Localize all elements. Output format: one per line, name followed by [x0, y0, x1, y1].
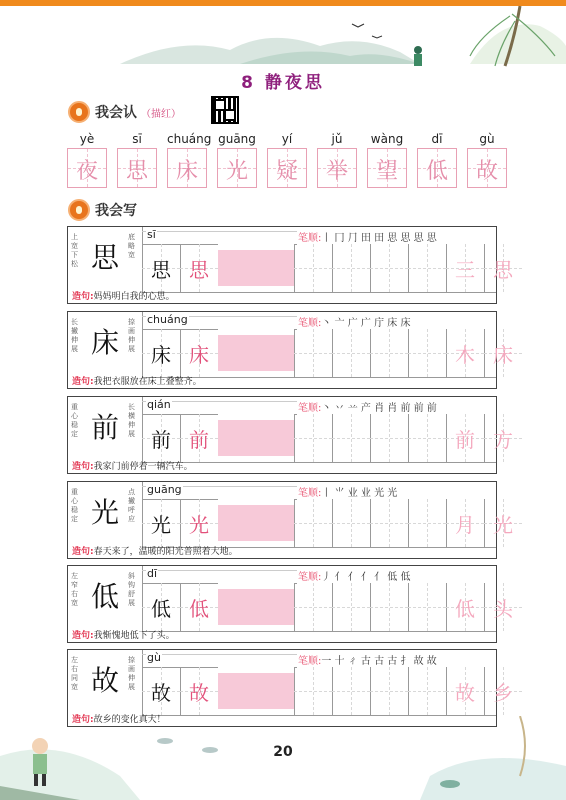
stroke-sequence: 丨 ⺌ 业 业 光 光: [321, 488, 398, 499]
copy-char: 故: [151, 681, 171, 705]
practice-cell[interactable]: [484, 583, 522, 631]
practice-cell[interactable]: [370, 244, 409, 292]
tian-grid: [317, 148, 357, 188]
riverside-illustration: [0, 716, 566, 800]
practice-cell[interactable]: [332, 667, 371, 715]
trace-char: 床: [189, 343, 209, 367]
practice-cell[interactable]: [484, 667, 522, 715]
practice-cell[interactable]: [408, 499, 447, 547]
practice-cell[interactable]: [180, 414, 219, 462]
bag-icon: [68, 199, 90, 221]
practice-cell[interactable]: [294, 414, 333, 462]
card-pinyin: guāng: [147, 483, 182, 496]
practice-cell[interactable]: [332, 329, 371, 377]
card-pinyin: gù: [147, 651, 161, 664]
writing-tip-left: 长撇伸展: [71, 318, 78, 353]
writing-tip-left: 左窄右宽: [71, 572, 78, 607]
writing-tip-left: 重心稳定: [71, 403, 78, 438]
recognize-item: [317, 132, 357, 188]
word-char: 前: [455, 428, 475, 452]
word-char: 三: [455, 258, 475, 282]
tian-grid: [417, 148, 457, 188]
model-character-box: [68, 566, 143, 631]
pinyin-row: [142, 312, 297, 330]
pinyin-lines: [142, 654, 297, 667]
trace-char: 故: [189, 681, 209, 705]
recognize-item: [367, 132, 407, 188]
stroke-label: 笔顺:: [298, 656, 322, 667]
practice-cell[interactable]: [256, 499, 295, 547]
practice-cell[interactable]: [142, 329, 181, 377]
pinyin-row: [142, 650, 297, 668]
practice-cell[interactable]: [180, 667, 219, 715]
sentence-text: 我惭愧地低下了头。: [93, 631, 175, 641]
tian-grid: [367, 148, 407, 188]
recognize-pinyin: jǔ: [331, 132, 343, 146]
stroke-sequence: 一 十 ㄔ 古 古 古 扌 故 故: [321, 656, 437, 667]
practice-cell[interactable]: [446, 329, 485, 377]
recognize-item: [417, 132, 457, 188]
model-character: 前: [86, 409, 124, 447]
practice-cell[interactable]: [256, 414, 295, 462]
card-pinyin: dī: [147, 567, 158, 580]
recognize-pinyin: sī: [132, 132, 142, 146]
copy-char: 光: [151, 513, 171, 537]
writing-card: [67, 226, 513, 304]
practice-cell[interactable]: [142, 414, 181, 462]
card-pinyin: qián: [147, 398, 171, 411]
word-char: 思: [493, 258, 513, 282]
writing-card: [67, 311, 513, 389]
stroke-order: [298, 484, 492, 499]
stroke-order: [298, 229, 492, 244]
practice-cell[interactable]: [446, 583, 485, 631]
trace-char: 低: [189, 597, 209, 621]
recognize-char: 思: [125, 159, 148, 184]
writing-tip-left: 重心稳定: [71, 488, 78, 523]
tian-grid: [117, 148, 157, 188]
practice-cell[interactable]: [332, 244, 371, 292]
practice-cell[interactable]: [294, 667, 333, 715]
word-char: 头: [493, 597, 513, 621]
recognize-pinyin: gù: [479, 132, 495, 146]
practice-cell[interactable]: [180, 244, 219, 292]
practice-cell[interactable]: [142, 583, 181, 631]
practice-cell[interactable]: [218, 667, 257, 715]
pinyin-row: [142, 397, 297, 415]
recognize-pinyin: yí: [281, 132, 293, 146]
recognize-char: 光: [225, 159, 248, 184]
recognize-item: [467, 132, 507, 188]
word-char: 木: [455, 343, 475, 367]
writing-tip-left: 上宽下松: [71, 233, 78, 268]
stroke-sequence: 丿 亻 亻 亻 亻 低 低: [321, 572, 411, 583]
practice-cell[interactable]: [142, 499, 181, 547]
stroke-sequence: 丶 亠 广 广 庁 床 床: [321, 318, 411, 329]
practice-cell[interactable]: [446, 244, 485, 292]
word-char: 故: [455, 681, 475, 705]
recognize-char: 低: [425, 159, 448, 184]
writing-tip-right: 斜钩舒展: [128, 572, 135, 607]
example-sentence: [72, 374, 202, 387]
practice-cell[interactable]: [256, 244, 295, 292]
practice-cell[interactable]: [370, 329, 409, 377]
pinyin-lines: [142, 570, 297, 583]
sentence-text: 妈妈明白我的心思。: [93, 292, 175, 302]
card-pinyin: sī: [147, 228, 156, 241]
model-character: 低: [86, 578, 124, 616]
practice-grid: [142, 329, 513, 378]
practice-cell[interactable]: [256, 667, 295, 715]
lesson-title: 8 静夜思: [241, 73, 325, 93]
practice-cell[interactable]: [218, 583, 257, 631]
practice-cell[interactable]: [332, 583, 371, 631]
section-recognize-subtitle: （描红）: [141, 108, 181, 120]
practice-cell[interactable]: [256, 329, 295, 377]
recognize-pinyin: chuáng: [167, 132, 212, 146]
tian-grid: [67, 148, 107, 188]
practice-cell[interactable]: [332, 414, 371, 462]
practice-cell[interactable]: [446, 499, 485, 547]
qr-code-icon[interactable]: [211, 96, 239, 124]
stroke-order: [298, 568, 492, 583]
stroke-label: 笔顺:: [298, 572, 322, 583]
stroke-sequence: 丨 冂 ⺆ 田 田 思 思 思 思: [321, 233, 437, 244]
practice-cell[interactable]: [408, 329, 447, 377]
sentence-label: 造句:: [72, 377, 94, 387]
writing-tip-right: 捺画伸展: [128, 656, 135, 691]
sentence-text: 春天来了，温暖的阳光普照着大地。: [93, 547, 238, 557]
pinyin-row: [142, 482, 297, 500]
writing-card: [67, 396, 513, 474]
trace-char: 前: [189, 428, 209, 452]
section-write-header: [68, 198, 137, 222]
recognize-pinyin: dī: [431, 132, 443, 146]
practice-cell[interactable]: [180, 329, 219, 377]
practice-cell[interactable]: [446, 414, 485, 462]
sentence-text: 我家门前停着一辆汽车。: [93, 462, 193, 472]
sentence-label: 造句:: [72, 292, 94, 302]
recognize-char: 疑: [275, 159, 298, 184]
practice-cell[interactable]: [180, 583, 219, 631]
practice-cell[interactable]: [408, 244, 447, 292]
pinyin-row: [142, 566, 297, 584]
recognize-item: [217, 132, 257, 188]
word-char: 光: [493, 513, 513, 537]
writing-tip-right: 点撇呼应: [128, 488, 135, 523]
practice-cell[interactable]: [294, 329, 333, 377]
trace-char: 光: [189, 513, 209, 537]
writing-card: [67, 565, 513, 643]
writing-card: [67, 481, 513, 559]
landscape-illustration: [0, 6, 566, 70]
writing-tip-right: 底略宽: [128, 233, 135, 259]
card-pinyin: chuáng: [147, 313, 188, 326]
practice-cell[interactable]: [332, 499, 371, 547]
practice-cell[interactable]: [370, 414, 409, 462]
copy-char: 思: [151, 258, 171, 282]
page-number: 20: [273, 744, 293, 760]
recognize-item: [117, 132, 157, 188]
sentence-text: 故乡的变化真大！: [93, 715, 166, 725]
practice-cell[interactable]: [218, 329, 257, 377]
example-sentence: [72, 544, 238, 557]
trace-char: 思: [189, 258, 209, 282]
practice-cell[interactable]: [142, 667, 181, 715]
model-character: 思: [86, 239, 124, 277]
stroke-label: 笔顺:: [298, 488, 322, 499]
lamp-icon: [68, 101, 90, 123]
practice-grid: [142, 499, 513, 548]
practice-cell[interactable]: [484, 329, 522, 377]
section-recognize-header: [68, 100, 181, 124]
model-character: 床: [86, 324, 124, 362]
practice-cell[interactable]: [218, 244, 257, 292]
practice-grid: [142, 244, 513, 293]
stroke-order: [298, 652, 492, 667]
practice-cell[interactable]: [218, 499, 257, 547]
model-character-box: [68, 312, 143, 377]
sentence-label: 造句:: [72, 547, 94, 557]
practice-cell[interactable]: [294, 583, 333, 631]
recognize-item: [67, 132, 107, 188]
practice-grid: [142, 583, 513, 632]
recognize-item: [167, 132, 212, 188]
practice-cell[interactable]: [370, 583, 409, 631]
word-char: 床: [493, 343, 513, 367]
copy-char: 低: [151, 597, 171, 621]
stroke-order: [298, 314, 492, 329]
word-char: 低: [455, 597, 475, 621]
recognize-item: [267, 132, 307, 188]
tian-grid: [467, 148, 507, 188]
section-write-title: 我会写: [95, 203, 137, 219]
sentence-label: 造句:: [72, 462, 94, 472]
word-char: 方: [493, 428, 513, 452]
stroke-label: 笔顺:: [298, 318, 322, 329]
stroke-order: [298, 399, 492, 414]
pinyin-row: [142, 227, 297, 245]
pinyin-lines: [142, 231, 297, 244]
practice-cell[interactable]: [370, 499, 409, 547]
writing-tip-left: 左右同宽: [71, 656, 78, 691]
recognize-pinyin: yè: [79, 132, 95, 146]
writing-tip-right: 长横伸展: [128, 403, 135, 438]
practice-cell[interactable]: [294, 244, 333, 292]
tian-grid: [267, 148, 307, 188]
word-char: 月: [455, 513, 475, 537]
practice-cell[interactable]: [484, 414, 522, 462]
recognize-char: 床: [175, 159, 198, 184]
recognize-char: 夜: [75, 159, 98, 184]
practice-cell[interactable]: [218, 414, 257, 462]
practice-cell[interactable]: [408, 414, 447, 462]
tian-grid: [167, 148, 207, 188]
model-character-box: [68, 650, 143, 715]
model-character: 故: [86, 662, 124, 700]
practice-cell[interactable]: [180, 499, 219, 547]
model-character: 光: [86, 494, 124, 532]
practice-grid: [142, 667, 513, 716]
practice-cell[interactable]: [484, 499, 522, 547]
stroke-sequence: 丶 丷 䒑 产 肖 肖 前 前 前: [321, 403, 437, 414]
writing-tip-right: 捺画伸展: [128, 318, 135, 353]
sentence-text: 我把衣服放在床上叠整齐。: [93, 377, 202, 387]
word-char: 乡: [493, 681, 513, 705]
example-sentence: [72, 628, 175, 641]
practice-cell[interactable]: [256, 583, 295, 631]
model-character-box: [68, 482, 143, 547]
practice-cell[interactable]: [294, 499, 333, 547]
sentence-label: 造句:: [72, 715, 94, 725]
stroke-label: 笔顺:: [298, 233, 322, 244]
practice-cell[interactable]: [142, 244, 181, 292]
sentence-label: 造句:: [72, 631, 94, 641]
practice-grid: [142, 414, 513, 463]
tian-grid: [217, 148, 257, 188]
practice-cell[interactable]: [446, 667, 485, 715]
example-sentence: [72, 289, 175, 302]
copy-char: 前: [151, 428, 171, 452]
practice-cell[interactable]: [484, 244, 522, 292]
recognize-pinyin: guāng: [218, 132, 256, 146]
model-character-box: [68, 227, 143, 292]
example-sentence: [72, 459, 193, 472]
practice-cell[interactable]: [408, 667, 447, 715]
recognize-char: 举: [325, 159, 348, 184]
copy-char: 床: [151, 343, 171, 367]
stroke-label: 笔顺:: [298, 403, 322, 414]
recognize-char: 望: [375, 159, 398, 184]
practice-cell[interactable]: [408, 583, 447, 631]
practice-cell[interactable]: [370, 667, 409, 715]
recognize-char: 故: [475, 159, 498, 184]
section-recognize-title: 我会认: [95, 105, 137, 121]
recognize-pinyin: wàng: [370, 132, 404, 146]
model-character-box: [68, 397, 143, 462]
